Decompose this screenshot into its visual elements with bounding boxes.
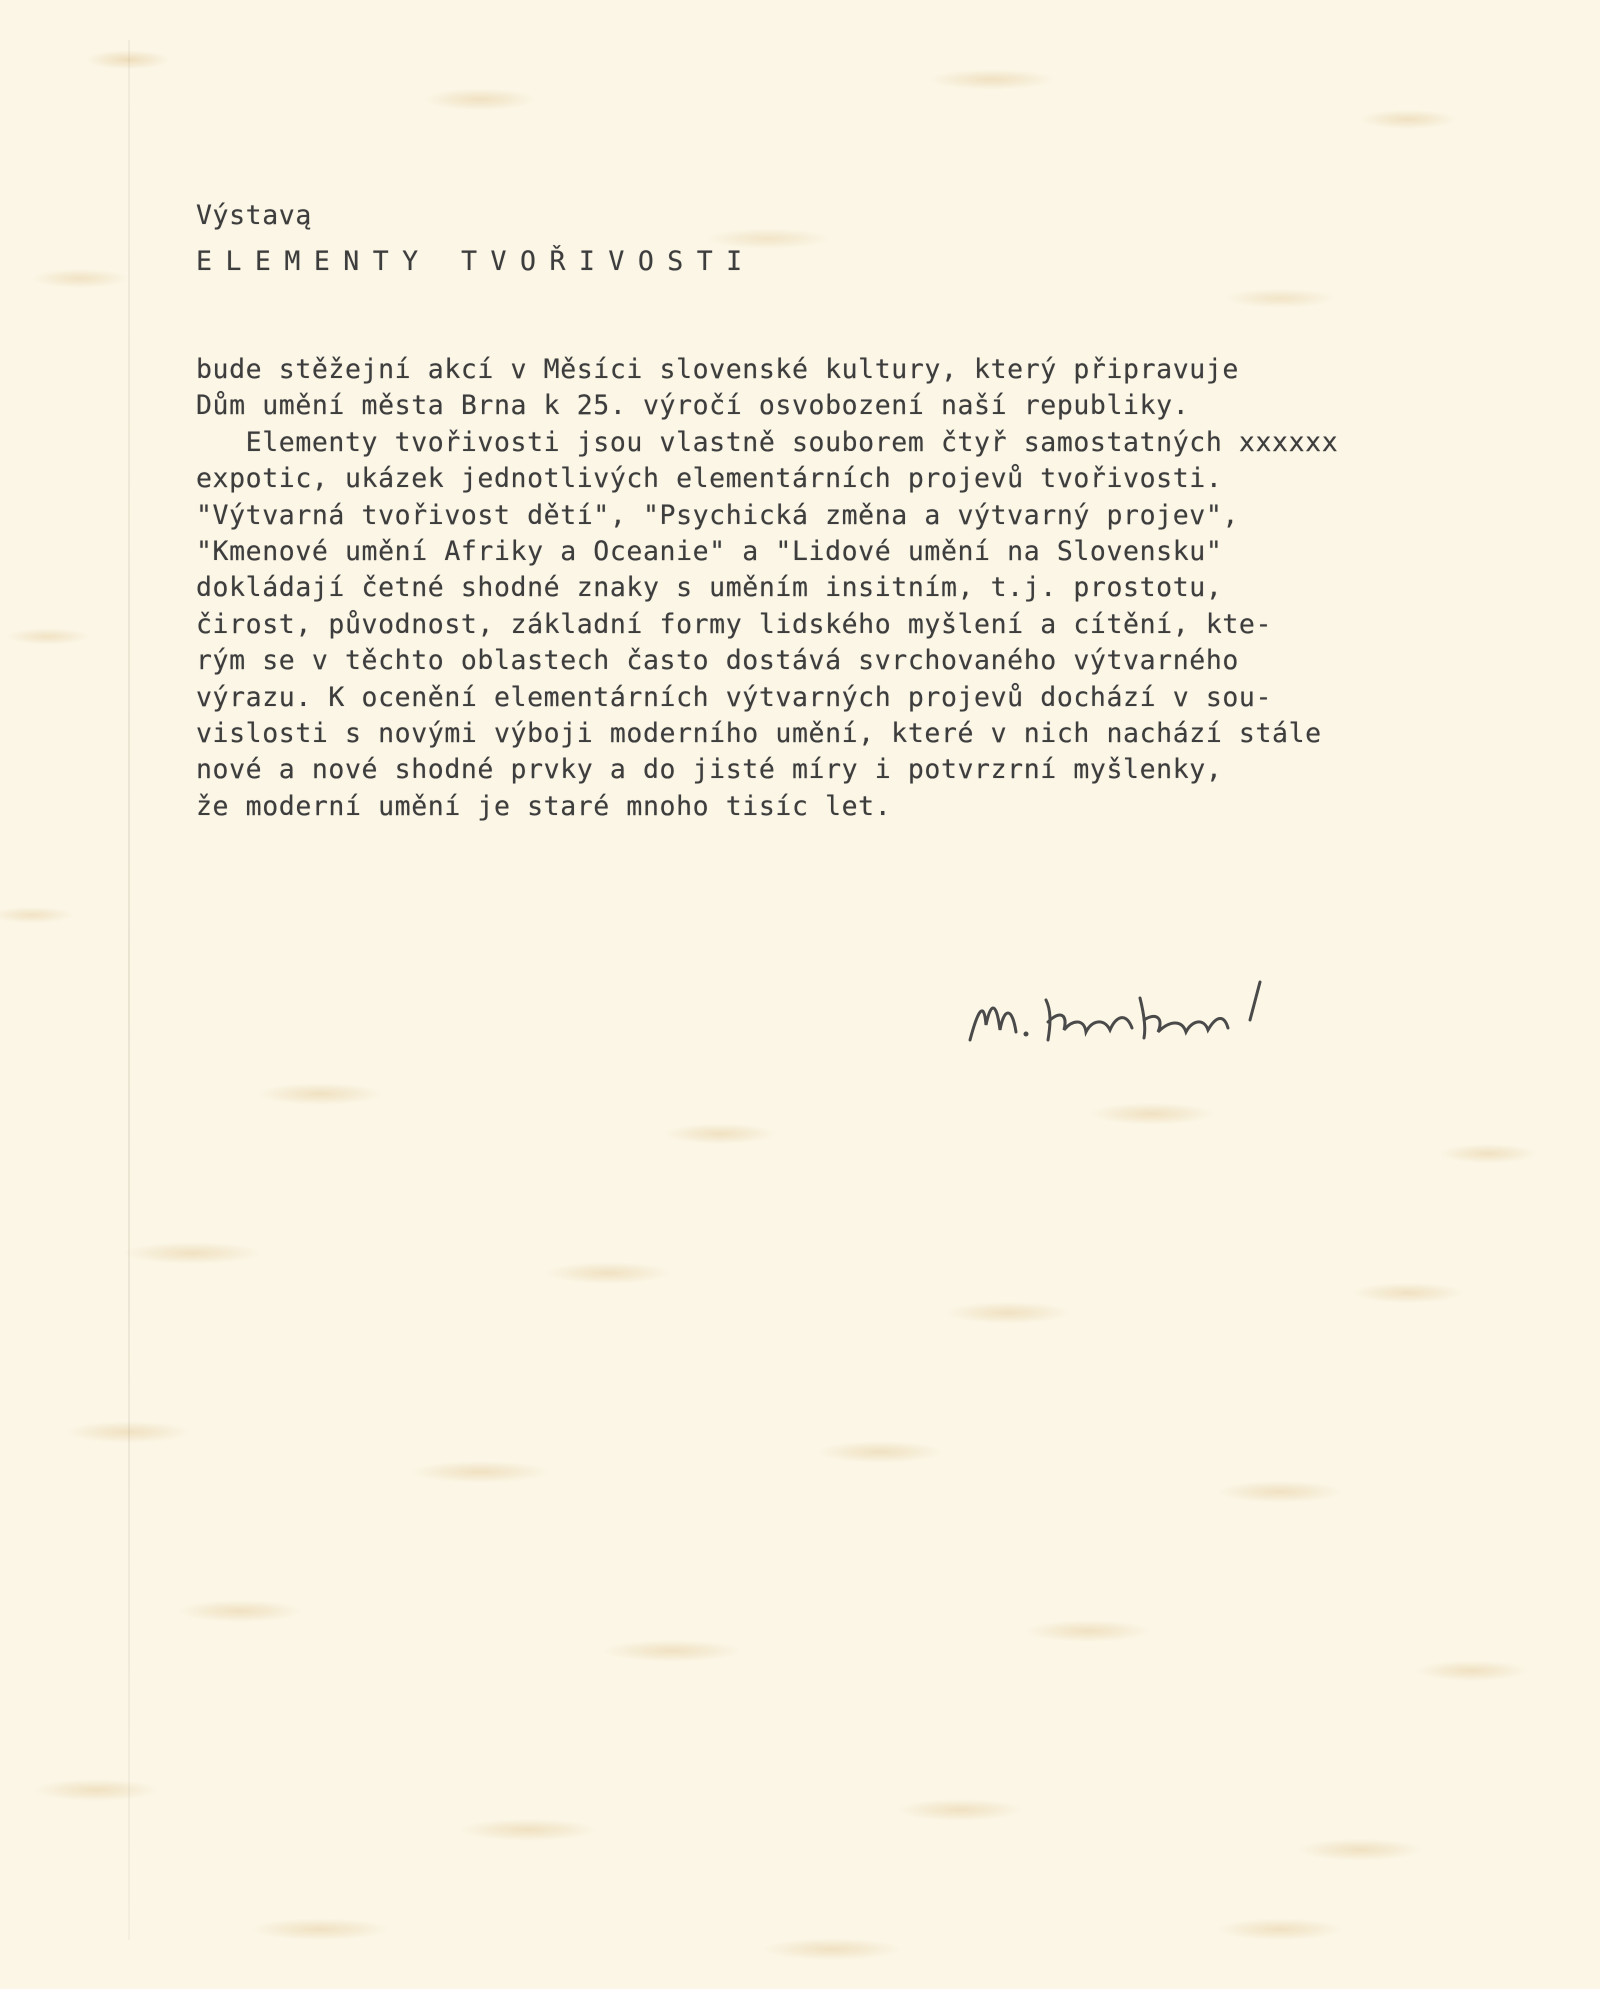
body-line: nové a nové shodné prvky a do jisté míry i potvrzrní myšlenky, <box>196 754 1223 786</box>
body-line: "Kmenové umění Afriky a Oceanie" a "Lidové umění na Slovensku" <box>196 536 1223 568</box>
heading-intro: Výstavą <box>196 200 312 231</box>
body-line: výrazu. K ocenění elementárních výtvarných projevů dochází v sou- <box>196 681 1273 713</box>
body-paragraph <box>196 352 1338 825</box>
exhibition-title: ELEMENTY TVOŘIVOSTI <box>196 246 756 277</box>
body-line: čirost, původnost, základní formy lidského myšlení a cítění, kte- <box>196 608 1273 640</box>
body-line: že moderní umění je staré mnoho tisíc let. <box>196 790 892 822</box>
body-line: Elementy tvořivosti jsou vlastně souborem čtyř samostatných xxxxxx <box>196 426 1339 458</box>
body-line: expotic, ukázek jednotlivých elementárních projevů tvořivosti. <box>196 463 1223 495</box>
body-line: bude stěžejní akcí v Měsíci slovenské kultury, který připravuje <box>196 354 1239 385</box>
body-line: vislosti s novými výboji moderního umění, které v nich nachází stále <box>196 718 1322 750</box>
paper-fold-crease <box>128 40 130 1940</box>
body-line: dokládají četné shodné znaky s uměním insitním, t.j. prostotu, <box>196 572 1223 604</box>
body-line: Dům umění města Brna k 25. výročí osvobození naší republiky. <box>196 390 1190 422</box>
body-line: "Výtvarná tvořivost dětí", "Psychická změna a výtvarný projev", <box>196 499 1239 531</box>
body-line: rým se v těchto oblastech často dostává svrchovaného výtvarného <box>196 645 1239 677</box>
handwritten-signature <box>960 970 1300 1060</box>
